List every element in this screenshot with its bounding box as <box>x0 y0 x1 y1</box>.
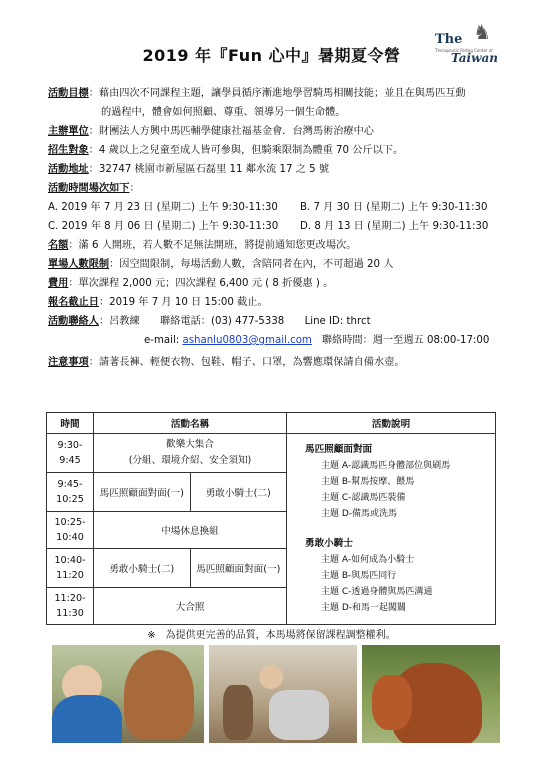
time-cell <box>47 588 94 625</box>
org-row <box>48 122 508 141</box>
desc-item: 主題 B-幫馬按摩、餵馬 <box>321 477 415 487</box>
info-section <box>48 84 508 372</box>
time-end: 11:20 <box>56 570 84 581</box>
horse-rider-icon: ♞ <box>473 20 491 44</box>
deadline-row <box>48 293 508 312</box>
time-start: 9:45- <box>57 479 83 490</box>
time-cell <box>47 549 94 588</box>
slots-line-2 <box>48 217 508 236</box>
activity-right-cell: 勇敢小騎士(二) <box>190 473 287 512</box>
target-text: ：4 歲以上之兒童至成人皆可參與，但騎乘限制為體重 70 公斤以下。 <box>88 145 404 156</box>
desc-item: 主題 C-透過身體與馬匹溝通 <box>321 587 433 597</box>
quota-label: 名額 <box>48 240 69 251</box>
footnote: ※ 為提供更完善的品質，本馬場將保留課程調整權利。 <box>147 630 396 641</box>
time-start: 9:30- <box>57 440 83 451</box>
fee-text: ：單次課程 2,000 元；四次課程 6,400 元 ( 8 折優惠 ) 。 <box>68 278 334 289</box>
desc-heading-care: 馬匹照顧面對面 <box>305 444 373 455</box>
activity-left-cell: 勇敢小騎士(二) <box>94 549 191 588</box>
notice-label: 注意事項 <box>48 357 89 368</box>
quota-text: ：滿 6 人開班，若人數不足無法開班，將提前通知您更改場次。 <box>68 240 357 251</box>
time-end: 9:45 <box>59 455 81 466</box>
activity-detail: (分組、環境介紹、安全須知) <box>128 455 252 466</box>
contact-hours: 聯絡時間：週一至週五 08:00-17:00 <box>321 335 490 346</box>
desc-item: 主題 A-如何成為小騎士 <box>321 555 415 565</box>
deadline-text: ：2019 年 7 月 10 日 15:00 截止。 <box>98 297 268 308</box>
photo-instructor-child-horse <box>52 645 204 743</box>
desc-item: 主題 A-認識馬匹身體部位與刷馬 <box>321 461 451 471</box>
slot-c: C. 2019 年 8 月 06 日 (星期二) 上午 9:30-11:30 <box>48 221 279 232</box>
time-cell <box>47 473 94 512</box>
address-label: 活動地址 <box>48 164 89 175</box>
contact-label: 活動聯絡人 <box>48 316 99 327</box>
desc-item: 主題 D-備馬或洗馬 <box>321 509 398 519</box>
fee-label: 費用 <box>48 278 69 289</box>
target-label: 招生對象 <box>48 145 89 156</box>
goal-text: ：藉由四次不同課程主題，讓學員循序漸進地學習騎馬相關技能；並且在與馬匹互動 <box>88 88 466 99</box>
time-cell <box>47 434 94 473</box>
photo-horse-portrait <box>362 645 500 743</box>
goal-label: 活動目標 <box>48 88 89 99</box>
limit-text: ：因空間限制，每場活動人數，含陪同者在內，不可超過 20 人 <box>109 259 394 270</box>
header-activity: 活動名稱 <box>94 413 287 434</box>
contact-row <box>48 312 508 331</box>
activity-cell: 中場休息換組 <box>94 512 287 549</box>
table-header-row <box>47 413 496 434</box>
email-link[interactable]: ashanlu0803@gmail.com <box>182 335 312 346</box>
slots-row <box>48 179 508 198</box>
slot-d: D. 8 月 13 日 (星期二) 上午 9:30-11:30 <box>300 221 489 232</box>
goal-row <box>48 84 508 103</box>
activity-left-cell: 馬匹照顧面對面(一) <box>94 473 191 512</box>
desc-item: 主題 C-認識馬匹裝備 <box>321 493 406 503</box>
slots-colon: ： <box>129 183 140 194</box>
description-cell <box>287 434 496 625</box>
email-row <box>48 331 508 350</box>
limit-label: 單場人數限制 <box>48 259 110 270</box>
time-end: 11:30 <box>56 608 84 619</box>
goal-row-2 <box>48 103 508 122</box>
activity-right-cell: 馬匹照顧面對面(一) <box>190 549 287 588</box>
time-end: 10:25 <box>56 494 84 505</box>
time-start: 10:40- <box>54 555 86 566</box>
quota-row <box>48 236 508 255</box>
schedule-table <box>46 412 496 625</box>
goal-text-2: 的過程中，體會如何照顧、尊重、領導另一個生命體。 <box>101 107 346 118</box>
logo-subtitle: Therapeutic Riding Center of <box>435 48 493 53</box>
target-row <box>48 141 508 160</box>
desc-heading-rider: 勇敢小騎士 <box>305 538 353 549</box>
notice-text: ：請著長褲、輕便衣物、包鞋、帽子、口罩，為響應環保請自備水壺。 <box>88 357 405 368</box>
slot-a: A. 2019 年 7 月 23 日 (星期二) 上午 9:30-11:30 <box>48 202 278 213</box>
fee-row <box>48 274 508 293</box>
address-row <box>48 160 508 179</box>
activity-cell: 大合照 <box>94 588 287 625</box>
desc-item: 主題 B-與馬匹同行 <box>321 571 397 581</box>
photo-children-riding <box>209 645 357 743</box>
logo-the: The <box>435 32 463 47</box>
header-desc: 活動說明 <box>287 413 496 434</box>
org-label: 主辦單位 <box>48 126 89 137</box>
logo-taiwan: Taiwan <box>451 51 498 65</box>
time-start: 10:25- <box>54 517 86 528</box>
page-title: 2019 年『Fun 心中』暑期夏令營 <box>142 46 401 65</box>
activity-name: 歡樂大集合 <box>166 439 214 450</box>
desc-item: 主題 D-和馬一起闖關 <box>321 603 407 613</box>
deadline-label: 報名截止日 <box>48 297 99 308</box>
slots-label: 活動時間場次如下 <box>48 183 130 194</box>
notice-row <box>48 353 508 372</box>
contact-text: ：呂教練 聯絡電話：(03) 477-5338 Line ID: thrct <box>98 316 371 327</box>
limit-row <box>48 255 508 274</box>
slots-line-1 <box>48 198 508 217</box>
email-prefix: e-mail: <box>144 335 183 346</box>
time-end: 10:40 <box>56 532 84 543</box>
time-start: 11:20- <box>54 593 86 604</box>
activity-cell <box>94 434 287 473</box>
table-row <box>47 434 496 473</box>
header-time: 時間 <box>47 413 94 434</box>
slot-b: B. 7 月 30 日 (星期二) 上午 9:30-11:30 <box>300 202 488 213</box>
address-text: ：32747 桃園市新屋區石磊里 11 鄰水流 17 之 5 號 <box>88 164 330 175</box>
photo-strip <box>52 645 500 743</box>
time-cell <box>47 512 94 549</box>
org-text: ：財團法人方興中馬匹輔學健康社福基金會．台灣馬術治療中心 <box>88 126 374 137</box>
